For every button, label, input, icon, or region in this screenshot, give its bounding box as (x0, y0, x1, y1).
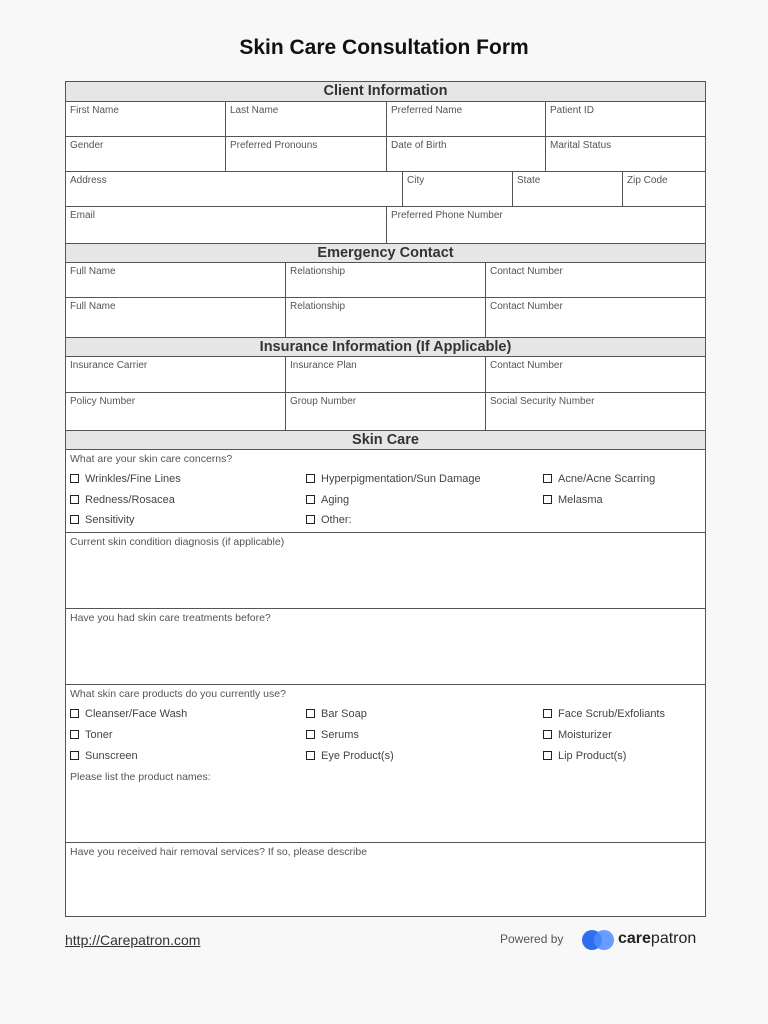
field-label: Marital Status (550, 140, 612, 151)
checkbox-box[interactable] (70, 751, 79, 760)
field-state[interactable] (513, 172, 623, 206)
checkbox-cleanser[interactable] (70, 708, 187, 720)
emergency-row-2 (66, 298, 705, 337)
field-label: Relationship (290, 301, 346, 312)
field-emergency-contact-number[interactable] (486, 263, 705, 297)
checkbox-label: Wrinkles/Fine Lines (85, 473, 181, 485)
checkbox-box[interactable] (306, 515, 315, 524)
field-label: Last Name (230, 105, 279, 116)
field-address[interactable] (66, 172, 403, 206)
checkbox-lip-products[interactable] (543, 750, 626, 762)
checkbox-other[interactable] (306, 514, 352, 526)
field-label: Date of Birth (391, 140, 447, 151)
carepatron-link[interactable]: http://Carepatron.com (65, 932, 201, 948)
field-emergency-contact-number-2[interactable] (486, 298, 705, 337)
checkbox-label: Bar Soap (321, 708, 367, 720)
checkbox-aging[interactable] (306, 494, 349, 506)
field-label: Preferred Pronouns (230, 140, 318, 151)
checkbox-box[interactable] (306, 751, 315, 760)
carepatron-wordmark (618, 930, 696, 948)
checkbox-label: Acne/Acne Scarring (558, 473, 656, 485)
checkbox-sensitivity[interactable] (70, 514, 135, 526)
field-preferred-phone[interactable] (387, 207, 705, 243)
insurance-row-1 (66, 357, 705, 393)
checkbox-label: Face Scrub/Exfoliants (558, 708, 665, 720)
checkbox-box[interactable] (543, 751, 552, 760)
field-policy-number[interactable] (66, 393, 286, 430)
field-label: Gender (70, 140, 104, 151)
field-label: Email (70, 210, 96, 221)
products-block (66, 685, 705, 843)
field-preferred-pronouns[interactable] (226, 137, 387, 171)
checkbox-label: Cleanser/Face Wash (85, 708, 188, 720)
checkbox-box[interactable] (543, 495, 552, 504)
checkbox-face-scrub[interactable] (543, 708, 665, 720)
field-label: Insurance Carrier (70, 360, 148, 371)
section-header-emergency: Emergency Contact (66, 243, 705, 263)
diagnosis-block[interactable] (66, 533, 705, 609)
field-last-name[interactable] (226, 102, 387, 136)
field-emergency-relationship[interactable] (286, 263, 486, 297)
field-label: Group Number (290, 396, 357, 407)
checkbox-sunscreen[interactable] (70, 750, 138, 762)
field-insurance-contact-number[interactable] (486, 357, 705, 392)
client-row-3 (66, 172, 705, 207)
field-label: Contact Number (490, 301, 563, 312)
field-label: Insurance Plan (290, 360, 357, 371)
client-row-1 (66, 102, 705, 137)
treatments-question: Have you had skin care treatments before? (70, 612, 271, 624)
field-label: Relationship (290, 266, 346, 277)
field-label: Patient ID (550, 105, 594, 116)
checkbox-box[interactable] (543, 709, 552, 718)
hair-removal-block[interactable] (66, 843, 705, 916)
field-label: Contact Number (490, 360, 563, 371)
field-label: Preferred Phone Number (391, 210, 503, 221)
logo-text-bold: care (618, 930, 651, 947)
field-label: Policy Number (70, 396, 136, 407)
checkbox-moisturizer[interactable] (543, 729, 612, 741)
checkbox-box[interactable] (543, 730, 552, 739)
carepatron-logo[interactable] (582, 928, 710, 952)
field-social-security-number[interactable] (486, 393, 705, 430)
checkbox-acne[interactable] (543, 473, 655, 485)
hair-removal-question: Have you received hair removal services? If so, please describe (70, 846, 368, 858)
logo-text-light: patron (650, 930, 697, 947)
product-names-question: Please list the product names: (70, 771, 211, 783)
checkbox-label: Toner (85, 729, 113, 741)
field-first-name[interactable] (66, 102, 226, 136)
field-city[interactable] (403, 172, 513, 206)
checkbox-label: Hyperpigmentation/Sun Damage (321, 473, 481, 485)
checkbox-box[interactable] (70, 515, 79, 524)
checkbox-box[interactable] (70, 730, 79, 739)
field-label: Social Security Number (490, 396, 595, 407)
checkbox-bar-soap[interactable] (306, 708, 367, 720)
carepatron-logo-icon (582, 928, 616, 952)
emergency-row-1 (66, 263, 705, 298)
checkbox-label: Melasma (558, 494, 603, 506)
skin-concerns-block (66, 450, 705, 533)
field-marital-status[interactable] (546, 137, 705, 171)
field-insurance-plan[interactable] (286, 357, 486, 392)
field-label: State (517, 175, 541, 186)
checkbox-hyperpigmentation[interactable] (306, 473, 481, 485)
section-header-skincare: Skin Care (66, 430, 705, 450)
field-label: Full Name (70, 266, 116, 277)
checkbox-redness[interactable] (70, 494, 175, 506)
field-label: City (407, 175, 425, 186)
checkbox-label: Eye Product(s) (321, 750, 394, 762)
field-emergency-relationship-2[interactable] (286, 298, 486, 337)
checkbox-serums[interactable] (306, 729, 359, 741)
insurance-row-2 (66, 393, 705, 430)
checkbox-label: Sensitivity (85, 514, 135, 526)
field-label: Contact Number (490, 266, 563, 277)
field-emergency-full-name[interactable] (66, 263, 286, 297)
section-header-client: Client Information (66, 82, 705, 102)
checkbox-box[interactable] (306, 709, 315, 718)
checkbox-label: Other: (321, 514, 352, 526)
products-question: What skin care products do you currently use? (70, 688, 286, 700)
section-header-insurance: Insurance Information (If Applicable) (66, 337, 705, 357)
checkbox-wrinkles[interactable] (70, 473, 181, 485)
checkbox-label: Moisturizer (558, 729, 612, 741)
checkbox-toner[interactable] (70, 729, 113, 741)
client-row-4 (66, 207, 705, 243)
checkbox-label: Redness/Rosacea (85, 494, 175, 506)
field-label: Address (70, 175, 107, 186)
field-label: Zip Code (627, 175, 668, 186)
checkbox-box[interactable] (306, 730, 315, 739)
page-title: Skin Care Consultation Form (239, 36, 529, 59)
checkbox-box[interactable] (306, 495, 315, 504)
consultation-form (65, 81, 706, 917)
checkbox-box[interactable] (306, 474, 315, 483)
checkbox-label: Aging (321, 494, 350, 506)
checkbox-eye-products[interactable] (306, 750, 394, 762)
field-emergency-full-name-2[interactable] (66, 298, 286, 337)
checkbox-box[interactable] (70, 495, 79, 504)
field-label: Preferred Name (391, 105, 463, 116)
treatments-block[interactable] (66, 609, 705, 685)
field-insurance-carrier[interactable] (66, 357, 286, 392)
field-patient-id[interactable] (546, 102, 705, 136)
field-email[interactable] (66, 207, 387, 243)
checkbox-box[interactable] (70, 709, 79, 718)
checkbox-label: Sunscreen (85, 750, 138, 762)
field-group-number[interactable] (286, 393, 486, 430)
powered-by-text: Powered by (500, 932, 564, 946)
field-date-of-birth[interactable] (387, 137, 546, 171)
checkbox-label: Serums (321, 729, 359, 741)
skin-concerns-question: What are your skin care concerns? (70, 453, 233, 465)
checkbox-label: Lip Product(s) (558, 750, 627, 762)
checkbox-box[interactable] (543, 474, 552, 483)
field-gender[interactable] (66, 137, 226, 171)
field-zip-code[interactable] (623, 172, 705, 206)
field-label: Full Name (70, 301, 116, 312)
diagnosis-question: Current skin condition diagnosis (if applicable) (70, 536, 285, 548)
field-preferred-name[interactable] (387, 102, 546, 136)
client-row-2 (66, 137, 705, 172)
checkbox-box[interactable] (70, 474, 79, 483)
field-label: First Name (70, 105, 119, 116)
checkbox-melasma[interactable] (543, 494, 603, 506)
